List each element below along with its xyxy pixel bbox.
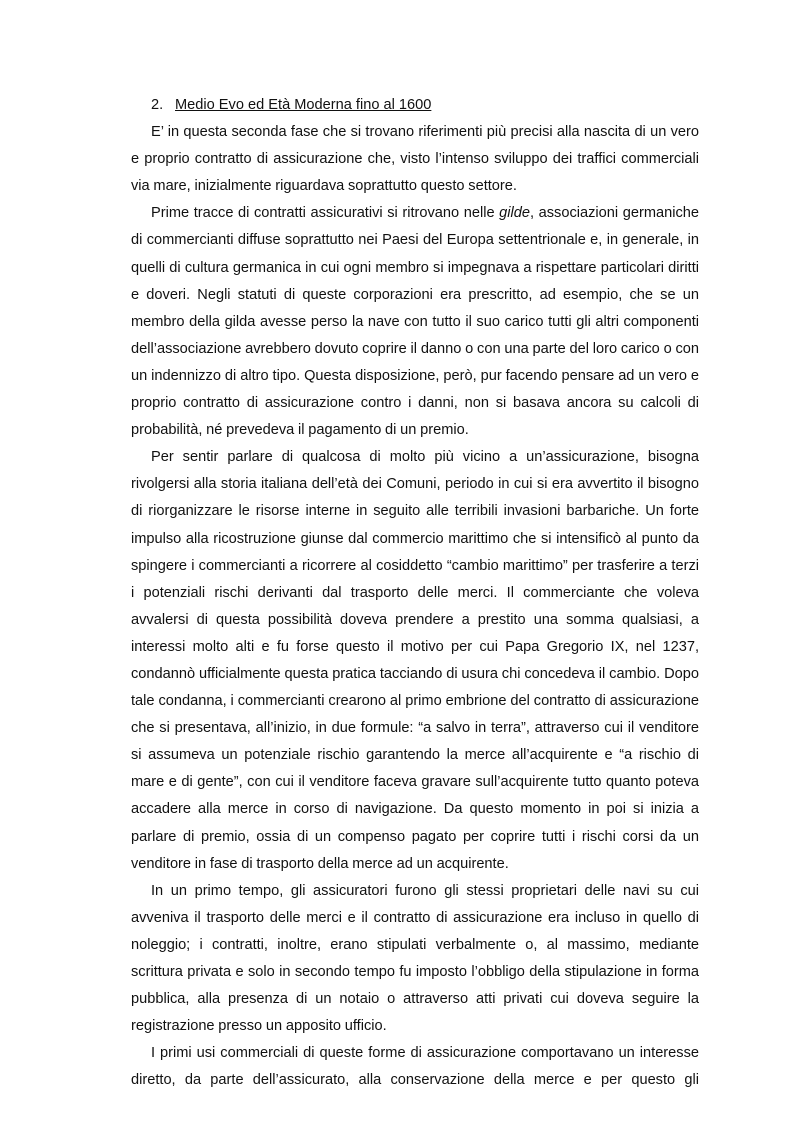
paragraph-2-text-after: , associazioni germaniche di commercianti diffuse soprattutto nei Paesi del Europa settentrionale e, in generale, in quelli di cultura germanica in cui ogni membro si impegnava a rispettare particolari diritti e doveri. Negli statuti di queste corporazioni era prescritto, ad esempio, che se un membro della gilda avesse perso la nave con tutto il suo carico tutti gli altri componenti dell’associazione avrebbero dovuto coprire il danno o con una parte del loro carico o con un indennizzo di altro tipo. Questa disposizione, però, pur facendo pensare ad un vero e proprio contratto di assicurazione contro i danni, non si basava ancora su calcoli di probabilità, né prevedeva il pagamento di un premio. <box>131 205 699 439</box>
document-page <box>131 92 699 1094</box>
paragraph-5: I primi usi commerciali di queste forme di assicurazione comportavano un interesse diretto, da parte dell’assicurato, alla conservazione della merce e per questo gli <box>131 1045 699 1089</box>
paragraph-3: Per sentir parlare di qualcosa di molto più vicino a un’assicurazione, bisogna rivolgersi alla storia italiana dell’età dei Comuni, periodo in cui si era avvertito il bisogno di riorganizzare le risorse interne in seguito alle terribili invasioni barbariche. Un forte impulso alla ricostruzione giunse dal commercio marittimo che si intensificò al punto da spingere i commercianti a ricorrere al cosiddetto “cambio marittimo” per trasferire a terzi i potenziali rischi derivanti dal trasporto delle merci. Il commerciante che voleva avvalersi di questa possibilità doveva prendere a prestito una somma qualsiasi, a interessi molto alti e fu forse questo il motivo per cui Papa Gregorio IX, nel 1237, condannò ufficialmente questa pratica tacciando di usura chi concedeva il cambio. Dopo tale condanna, i commercianti crearono al primo embrione del contratto di assicurazione che si presentava, all’inizio, in due formule: “a salvo in terra”, attraverso cui il venditore si assumeva un potenziale rischio garantendo la merce all’acquirente e “a rischio di mare e di gente”, con cui il venditore faceva gravare sull’acquirente tutto quanto poteva accadere alla merce in corso di navigazione. Da questo momento in poi si inizia a parlare di premio, ossia di un compenso pagato per coprire tutti i rischi corsi da un venditore in fase di trasporto della merce ad un acquirente. <box>131 449 699 872</box>
section-heading <box>131 92 699 119</box>
paragraph-4: In un primo tempo, gli assicuratori furono gli stessi proprietari delle navi su cui avveniva il trasporto delle merci e il contratto di assicurazione era incluso in quello di noleggio; i contratti, inoltre, erano stipulati verbalmente o, al massimo, mediante scrittura privata e solo in secondo tempo fu imposto l’obbligo della stipulazione in forma pubblica, alla presenza di un notaio o attraverso atti privati cui doveva seguire la registrazione presso un apposito ufficio. <box>131 882 699 1035</box>
paragraph-2 <box>131 200 699 444</box>
paragraph-2-italic-term: gilde <box>499 205 530 222</box>
paragraph-2-text-before: Prime tracce di contratti assicurativi si ritrovano nelle <box>151 205 500 222</box>
section-title: Medio Evo ed Età Moderna fino al 1600 <box>175 97 432 113</box>
section-number: 2. <box>151 97 164 113</box>
paragraph-1: E’ in questa seconda fase che si trovano riferimenti più precisi alla nascita di un vero e proprio contratto di assicurazione che, visto l’intenso sviluppo dei traffici commerciali via mare, inizialmente riguardava soprattutto questo settore. <box>131 124 699 195</box>
